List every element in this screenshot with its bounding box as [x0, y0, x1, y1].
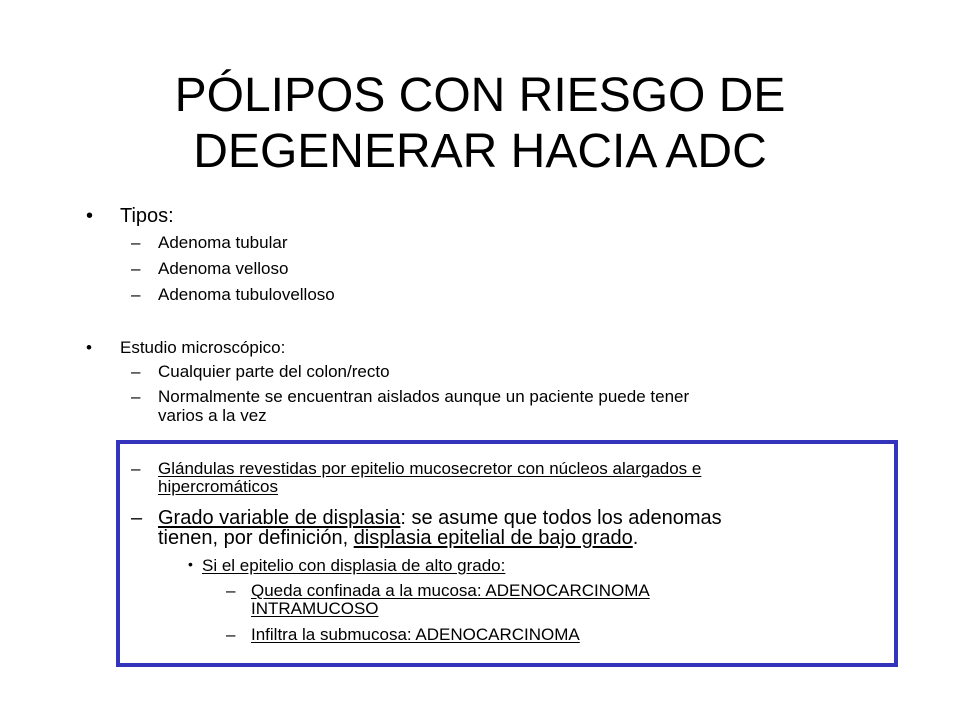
tipos-item: Adenoma velloso [158, 259, 289, 278]
dash-icon: – [131, 362, 141, 381]
sub-label: Si el epitelio con displasia de alto grado: [202, 556, 506, 575]
tipos-item: Adenoma tubular [158, 233, 288, 252]
estudio-item: Cualquier parte del colon/recto [158, 362, 390, 381]
glandulas-line-2: hipercromáticos [158, 477, 278, 496]
dash-icon: – [131, 507, 143, 529]
tipos-label: Tipos: [120, 205, 174, 227]
dash-icon: – [131, 285, 141, 304]
dash-icon: – [226, 625, 236, 644]
grado-rest: : se asume que todos los adenomas [400, 507, 722, 529]
dash-icon: – [131, 459, 141, 478]
bullet-tipos: • [86, 205, 94, 227]
dash-icon: – [226, 581, 236, 600]
grado-line2-post: . [632, 527, 639, 549]
glandulas-line-1: Glándulas revestidas por epitelio mucosecretor con núcleos alargados e [158, 459, 702, 478]
title-line-2: DEGENERAR HACIA ADC [193, 125, 767, 178]
estudio-item: Normalmente se encuentran aislados aunque un paciente puede tener [158, 387, 690, 406]
grado-underlined: Grado variable de displasia [158, 507, 401, 529]
title-line-1: PÓLIPOS CON RIESGO DE [174, 69, 786, 122]
bullet-estudio: • [86, 338, 92, 357]
dash-icon: – [131, 233, 141, 252]
grado-line-2 [158, 527, 638, 550]
slide-title [80, 68, 880, 180]
sub-item-2: Infiltra la submucosa: ADENOCARCINOMA [251, 625, 580, 644]
grado-line2-pre: tienen, por definición, [158, 527, 354, 549]
estudio-label: Estudio microscópico: [120, 338, 286, 357]
sub-item-1-line-2: INTRAMUCOSO [251, 599, 379, 618]
bullet-sub: • [188, 556, 193, 572]
estudio-item-continued: varios a la vez [158, 406, 267, 425]
dash-icon: – [131, 259, 141, 278]
dash-icon: – [131, 387, 141, 406]
displasia-bajo-grado: displasia epitelial de bajo grado [353, 527, 633, 549]
sub-item-1-line-1: Queda confinada a la mucosa: ADENOCARCINOMA [251, 581, 650, 600]
tipos-item: Adenoma tubulovelloso [158, 285, 335, 304]
